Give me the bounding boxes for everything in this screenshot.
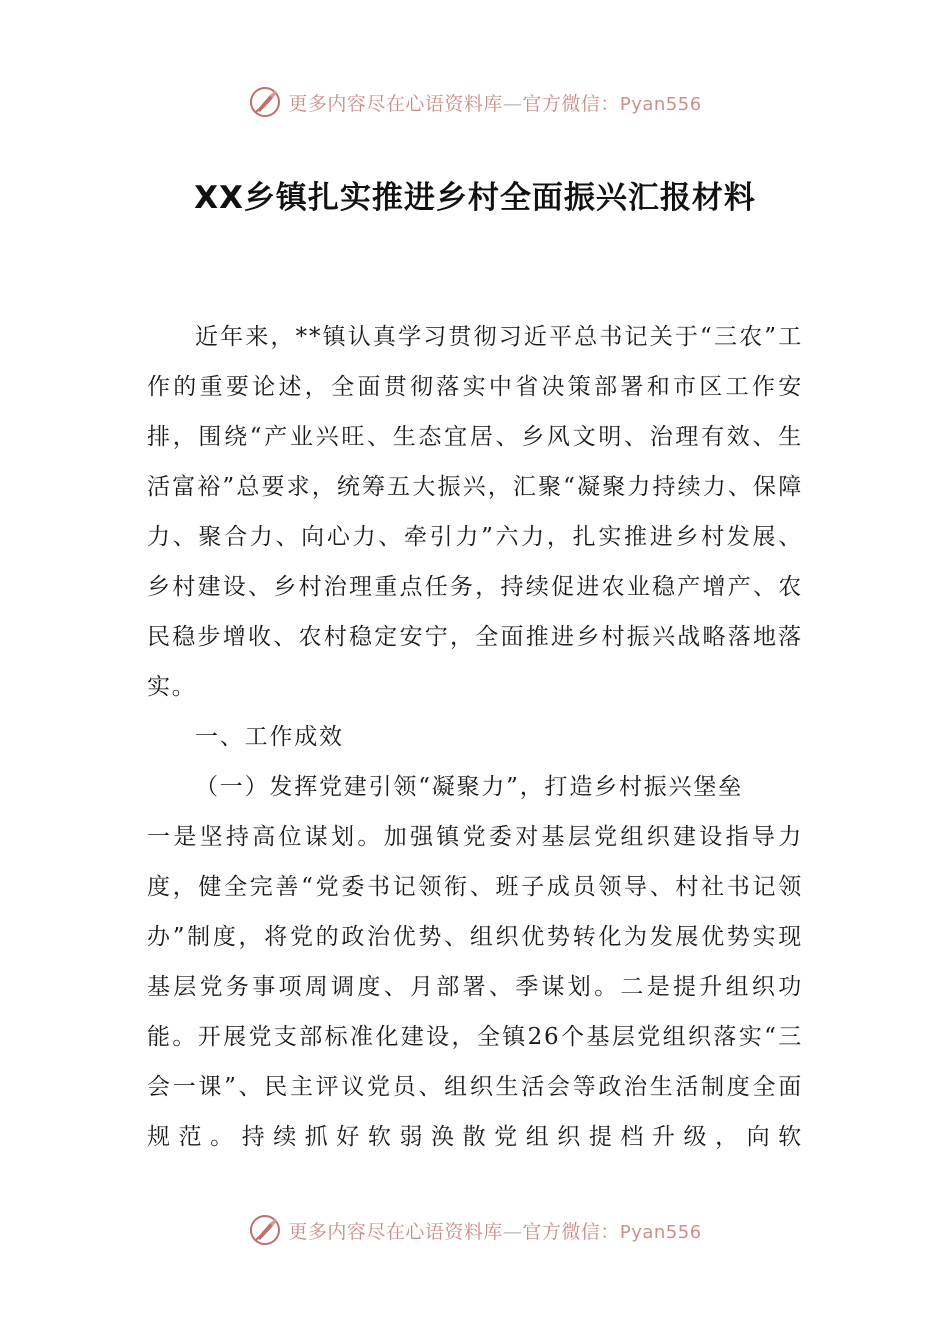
document-body bbox=[147, 312, 803, 1162]
watermark-wechat-label: 官方微信： bbox=[522, 92, 620, 115]
watermark-text bbox=[288, 89, 701, 116]
intro-paragraph: 近年来，**镇认真学习贯彻习近平总书记关于“三农”工作的重要论述，全面贯彻落实中省决策部署和市区工作安排，围绕“产业兴旺、生态宜居、乡风文明、治理有效、生活富裕”总要求，统筹五大振兴，汇聚“凝聚力持续力、保障力、聚合力、向心力、牵引力”六力，扎实推进乡村发展、乡村建设、乡村治理重点任务，持续促进农业稳产增产、农民稳步增收、农村稳定安宁，全面推进乡村振兴战略落地落实。 bbox=[147, 324, 803, 700]
watermark-dash: — bbox=[502, 1220, 523, 1243]
pen-feather-logo-icon bbox=[248, 85, 282, 119]
subsection-body-paragraph: 一是坚持高位谋划。加强镇党委对基层党组织建设指导力度，健全完善“党委书记领衔、班子成员领导、村社书记领办”制度，将党的政治优势、组织优势转化为发展优势实现基层党务事项周调度、月部署、季谋划。二是提升组织功能。开展党支部标准化建设，全镇26个基层党组织落实“三会一课”、民主评议党员、组织生活会等政治生活制度全面规范。持续抓好软弱涣散党组织提档升级，向软 bbox=[147, 824, 803, 1150]
watermark-wechat-id: Pyan556 bbox=[619, 93, 702, 115]
watermark-wechat-id: Pyan556 bbox=[619, 1221, 702, 1243]
watermark-wechat-label: 官方微信： bbox=[522, 1220, 620, 1243]
document-title: XX乡镇扎实推进乡村全面振兴汇报材料 bbox=[194, 180, 756, 216]
subsection-heading: （一）发挥党建引领“凝聚力”，打造乡村振兴堡垒 bbox=[195, 774, 743, 800]
watermark-dash: — bbox=[502, 92, 523, 115]
header-watermark-banner bbox=[0, 82, 950, 122]
watermark-text bbox=[288, 1217, 701, 1244]
watermark-main-text: 更多内容尽在心语资料库 bbox=[288, 92, 503, 115]
section-heading: 一、工作成效 bbox=[195, 724, 344, 750]
watermark-main-text: 更多内容尽在心语资料库 bbox=[288, 1220, 503, 1243]
pen-feather-logo-icon bbox=[248, 1213, 282, 1247]
footer-watermark-banner bbox=[0, 1210, 950, 1250]
